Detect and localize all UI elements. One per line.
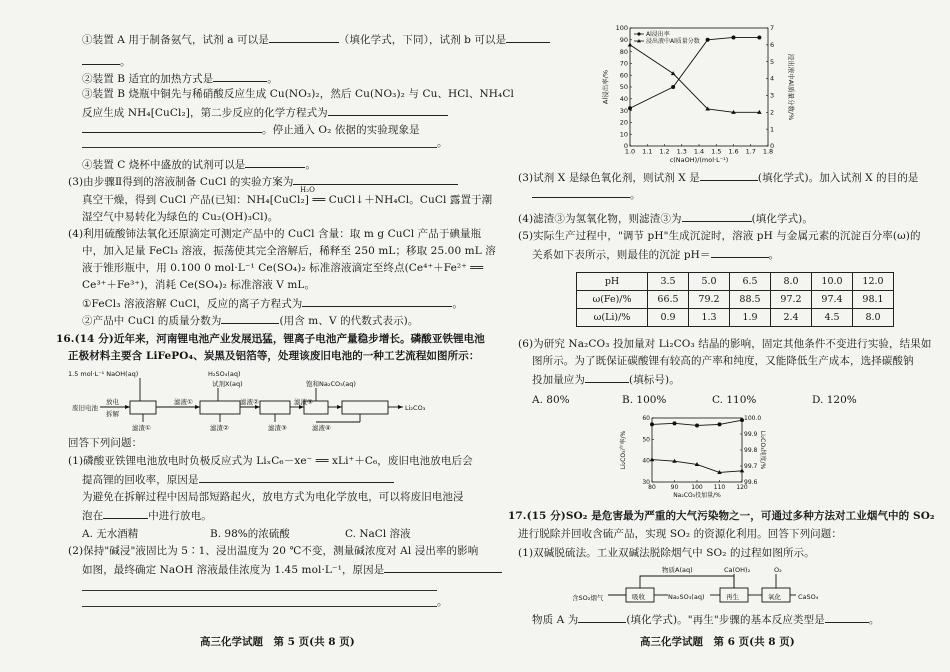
caoh2: Ca(OH)₂ [724,566,751,574]
filtrate-2: 滤液② [240,398,259,406]
text: 。 [305,159,317,171]
data-point [732,35,736,39]
text: 。 [630,189,641,201]
answer-blank[interactable] [82,54,120,65]
table-cell: 98.1 [853,291,894,309]
text: ①FeCl₃ 溶液溶解 CuCl，反应的离子方程式为 [82,298,303,310]
table-cell: 88.5 [730,291,771,309]
table-cell: 10.0 [812,273,853,291]
o2: O₂ [774,566,782,574]
x-tick-label: 1.2 [659,147,670,156]
reagent-x: 试剂X(aq) [212,380,243,388]
answer-blank[interactable] [825,612,869,623]
answer-line[interactable] [82,590,437,591]
y-tick-label: 20 [619,118,628,127]
answer-blank[interactable] [221,313,279,324]
y2-tick-label: 5 [770,57,775,66]
table-header-row [577,273,894,291]
answer-prompt: 回答下列问题： [68,437,143,449]
line-q16-5b [532,247,779,262]
line-q16-2: (2)保持"碱浸"液固比为 5∶1、浸出温度为 20 ℃不变，测量碱浓度对 Al 浸出率的影响 [68,545,479,557]
line-q16-3b [532,187,641,202]
line-q16-3 [518,170,919,185]
option-d[interactable]: D. 120% [812,394,857,406]
line-q15-2-1 [82,32,550,47]
data-point [718,422,722,426]
x-tick-label: 1.1 [642,147,653,156]
y2-tick-label: 99.6 [744,479,758,486]
text: ②装置 B 适宜的加热方式是 [82,73,214,85]
option-a[interactable]: A. 80% [532,394,570,406]
y2-tick-label: 3 [770,91,775,100]
y-tick-label: 40 [619,94,628,103]
answer-blank[interactable] [585,372,629,383]
data-point [757,35,761,39]
table-row [577,291,894,309]
y2-axis-label: Li₂CO₃纯度/% [759,430,767,470]
data-point [628,42,633,46]
data-point [706,38,710,42]
residue-1: 滤渣① [132,424,151,432]
line-q15-2-2 [82,71,278,86]
period: 。 [437,596,448,608]
line-q16-4 [518,211,813,226]
answer-line[interactable] [82,147,437,148]
y-tick-label: 50 [619,83,628,92]
text: (4)滤渣③为氢氧化物，则滤渣③为 [518,213,682,225]
y-tick-label: 0 [623,142,628,151]
y2-tick-label: 6 [770,41,775,50]
table-cell: 2.4 [771,309,812,327]
reagent-na2co3: 饱和Na₂CO₃(aq) [306,380,356,388]
answer-blank[interactable] [700,170,758,181]
answer-blank[interactable] [82,122,262,133]
page-footer-left: 高三化学试题 第 5 页(共 8 页) [200,636,355,648]
h2o-label: H₂O [300,186,315,194]
caso4: CaSO₄ [798,593,819,601]
line-q15-2-3: ③装置 B 烧瓶中铜先与稀硝酸反应生成 Cu(NO₃)₂，然后 Cu(NO₃)₂ 与 Cu、HCl、NH₄Cl [82,88,514,100]
text: 。 [267,73,278,85]
table-cell: 97.2 [771,291,812,309]
table-cell: 66.5 [648,291,689,309]
text: 。 [868,614,880,626]
text: 。 [120,56,131,68]
li2co3-yield-chart [618,412,788,504]
answer-blank[interactable] [328,105,448,116]
y2-tick-label: 2 [770,108,775,117]
answer-blank[interactable] [506,32,550,43]
table-cell: 8.0 [853,309,894,327]
table-cell: 1.9 [730,309,771,327]
series-line [630,45,759,112]
text: （填化学式，下同），试剂 b 可以是 [338,34,507,46]
y2-tick-label: 99.7 [744,463,758,470]
data-point [650,422,654,426]
line-q16-6c [532,372,680,387]
text: 。 [768,249,780,261]
flue-gas: 含SO₂烟气 [572,594,604,602]
residue-3: 滤渣③ [268,424,287,432]
text: (用含 m、V 的代数式表示)。 [279,315,419,327]
answer-blank[interactable] [711,247,769,258]
answer-blank[interactable] [532,187,630,198]
x-tick-label: 80 [648,484,656,491]
substance-a: 物质A(aq) [662,566,693,574]
answer-blank[interactable] [213,71,267,82]
line-q16-2b [82,562,502,577]
line-q15-4-2 [82,313,418,328]
residue-2: 滤渣② [210,424,229,432]
line-q16-1: (1)磷酸亚铁锂电池放电时负极反应式为 LiₓC₆－xe⁻ ══ xLi⁺＋C₆，废旧电池放电后会 [68,455,473,467]
reagent-naoh: 1.5 mol·L⁻¹ NaOH(aq) [68,370,139,378]
line-q15-4c: 液于锥形瓶中，用 0.100 0 mol·L⁻¹ Ce(SO₄)₂ 标准溶液滴定至终点(Ce⁴⁺＋Fe²⁺ ══ [82,262,484,274]
x-tick-label: 1.7 [745,147,756,156]
text: 泡在 [82,510,104,522]
x-tick-label: 90 [670,484,679,491]
y-tick-label: 100 [615,24,628,33]
table-cell: 6.5 [730,273,771,291]
line-q16-1b [82,472,394,487]
y2-tick-label: 1 [770,125,775,134]
line-q15-2-3c [82,122,420,137]
x-tick-label: 1.3 [676,147,687,156]
y-tick-label: 40 [642,457,650,465]
y-tick-label: 90 [619,35,628,44]
option-b[interactable]: B. 98%的浓硫酸 [210,528,290,540]
pre-step-2: 拆解 [106,410,119,418]
filtrate-3: 滤液③ [294,398,313,406]
box-oxid-label: 氧化 [768,593,781,601]
text: (填化学式)。"再生"步骤的基本反应类型是 [626,614,825,626]
x-tick-label: 1.8 [762,147,774,156]
text: 物质 A 为 [532,614,579,626]
text: 。停止通入 O₂ 依据的实验现象是 [262,124,420,136]
table-row [577,309,894,327]
table-cell: pH [577,273,648,291]
table-cell: ω(Li)/% [577,309,648,327]
x-tick-label: 100 [691,484,703,491]
data-point [671,71,676,75]
data-point [740,418,744,422]
y-tick-label: 60 [619,71,628,80]
text: 。 [452,298,464,310]
y2-tick-label: 99.9 [744,431,758,438]
x-tick-label: 120 [736,484,748,491]
box-acid-leach [200,401,240,414]
text: (填标号)。 [629,374,680,386]
y2-tick-label: 4 [770,74,775,83]
box-regen-label: 再生 [726,593,739,601]
line-q15-4-1 [82,296,463,311]
line-q15-4: (4)利用硫酸铈法氧化还原滴定可测定产品中的 CuCl 含量：取 m g CuCl 产品于碘量瓶 [68,228,482,240]
line-q16-1c: 为避免在拆解过程中因局部短路起火，放电方式为电化学放电，可以将废旧电池浸 [82,491,464,503]
reagent-h2so4: H₂SO₄(aq) [208,370,241,378]
answer-blank[interactable] [302,296,452,307]
plot-frame [630,28,768,146]
answer-blank[interactable] [245,157,305,168]
pre-step-1: 放电 [106,398,119,406]
answer-blank[interactable] [384,562,502,573]
ph-precipitation-table [576,272,894,327]
x-tick-label: 110 [713,484,726,491]
table-cell: 5.0 [689,273,730,291]
line-q15-4b: 中，加入足量 FeCl₃ 溶液，振荡使其完全溶解后，稀释至 250 mL；移取 25.00 mL 溶 [82,245,496,257]
y-tick-label: 30 [619,106,628,115]
page-footer-right: 高三化学试题 第 6 页(共 8 页) [640,636,795,648]
text: ①装置 A 用于制备氨气，试剂 a 可以是 [82,34,269,46]
x-axis-label: Na₂CO₃投加量/% [673,492,721,499]
text: 如图，最终确定 NaOH 溶液最佳浓度为 1.45 mol·L⁻¹，原因是 [82,564,385,576]
y2-tick-label: 0 [770,142,775,151]
table-cell: 4.5 [812,309,853,327]
x-tick-label: 1.5 [711,147,722,156]
text: 关系如下表所示，则最佳的沉淀 pH＝ [532,249,711,261]
text: (3)由步骤Ⅱ得到的溶液制备 CuCl 的实验方案为 [68,176,294,188]
desulfurization-flow [570,562,870,608]
line-q15-3b: 真空干燥，得到 CuCl 产品(已知：NH₄[CuCl₂] ══ CuCl↓＋NH₄Cl。CuCl 露置于潮 [82,194,493,206]
answer-blank[interactable] [682,211,752,222]
question-16-header-2: 正极材料主要含 LiFePO₄、炭黑及铝箔等，处理该废旧电池的一种工艺流程如图所示： [68,350,480,362]
table-cell: ω(Fe)/% [577,291,648,309]
text: ④装置 C 烧杯中盛放的试剂可以是 [82,159,246,171]
table-cell: 3.5 [648,273,689,291]
option-c[interactable]: C. NaCl 溶液 [345,528,411,540]
box-filter-wash [342,401,388,414]
y-axis-label: Al浸出率/% [601,69,610,105]
y2-axis-label: 浸出液中Al质量分数/% [786,53,795,121]
y-tick-label: 60 [642,415,650,422]
line-cont [82,54,131,69]
option-b[interactable]: B. 100% [622,394,667,406]
option-a[interactable]: A. 无水酒精 [82,528,139,540]
y-tick-label: 50 [642,436,650,444]
data-point [628,106,632,110]
y2-tick-label: 100.0 [744,415,762,422]
na2so3: Na₂SO₃(aq) [668,593,705,601]
filtrate-1: 滤液① [174,398,193,406]
legend-marker [637,32,640,35]
line-q15-3 [68,174,458,189]
y-axis-label: Li₂CO₃产率/% [620,430,627,470]
box-adjust-ph [260,401,290,414]
y2-tick-label: 99.8 [744,447,758,454]
period: 。 [437,137,448,149]
process-flow-diagram [60,366,450,434]
question-16-header: 16.(14 分)近年来，河南锂电池产业发展迅猛，锂离子电池产量稳步增长。磷酸亚铁锂电池 [56,333,485,345]
table-cell: 97.4 [812,291,853,309]
box-absorb-label: 吸收 [632,593,645,601]
y-tick-label: 10 [619,130,628,139]
answer-blank[interactable] [269,32,339,43]
line-q15-4d: Ce³⁺＋Fe³⁺)，消耗 Ce(SO₄)₂ 标准溶液 V mL。 [82,279,316,291]
data-point [650,457,655,461]
table-cell: 8.0 [771,273,812,291]
line-q15-2-3b [82,105,448,120]
start-label: 废旧电池 [72,404,98,412]
answer-line[interactable] [82,606,437,607]
answer-blank[interactable] [199,472,394,483]
line-q15-2-4 [82,157,316,172]
line-q16-6: (6)为研究 Na₂CO₃ 投加量对 Li₂CO₃ 结晶的影响，固定其他条件不变进行实验，结果如 [518,338,932,350]
text: (填化学式)。 [751,213,813,225]
series-line [630,37,759,108]
y-tick-label: 70 [619,59,628,68]
line-q16-5: (5)实际生产过程中，"调节 pH"生成沉淀时，溶液 pH 与金属元素的沉淀百分率(ω)的 [518,230,921,242]
legend-label: 浸出液中Al质量分数 [646,38,700,45]
y-tick-label: 30 [642,479,650,486]
x-axis-label: c(NaOH)/(mol·L⁻¹) [669,156,729,164]
line-q17-1b [532,612,879,627]
text: 中进行放电。 [148,510,212,522]
data-point [673,421,677,425]
answer-blank[interactable] [578,612,626,623]
data-point [695,423,699,427]
text: (3)试剂 X 是绿色氧化剂，则试剂 X 是 [518,172,700,184]
text: 投加量应为 [532,374,585,386]
text: (填化学式)。加入试剂 X 的目的是 [757,172,919,184]
table-cell: 1.3 [689,309,730,327]
x-tick-label: 1.4 [693,147,705,156]
text: 提高锂的回收率，原因是 [82,474,199,486]
x-tick-label: 1.6 [728,147,739,156]
y-tick-label: 80 [619,47,628,56]
legend-label: Al浸出率 [646,31,670,38]
product-li2co3: Li₂CO₃ [405,404,426,412]
data-point [671,85,675,89]
option-c[interactable]: C. 110% [712,394,757,406]
y2-tick-label: 7 [770,24,775,33]
table-cell: 0.9 [648,309,689,327]
box-alkali-leach [130,401,156,414]
text: ②产品中 CuCl 的质量分数为 [82,315,222,327]
answer-blank[interactable] [293,174,458,185]
question-17-header: 17.(15 分)SO₂ 是危害最为严重的大气污染物之一，可通过多种方法对工业烟气中的 SO₂ [508,510,935,522]
line-q17-b: 进行脱除并回收含硫产品，实现 SO₂ 的资源化利用。回答下列问题： [518,528,842,540]
x-tick-label: 1.0 [624,147,636,156]
line-q15-3c: 湿空气中易转化为绿色的 Cu₂(OH)₃Cl)。 [82,211,279,223]
filtrate-4: 滤液④ [312,424,331,432]
line-q16-1d [82,508,212,523]
table-cell: 79.2 [689,291,730,309]
text: 反应生成 NH₄[CuCl₂]，第二步反应的化学方程式为 [82,107,328,119]
answer-blank[interactable] [103,508,148,519]
plot-frame [652,418,742,482]
al-leach-chart [600,22,800,166]
line-q17-1: (1)双碱脱硫法。工业双碱法脱除烟气中 SO₂ 的过程如图所示。 [518,547,815,559]
table-cell: 12.0 [853,273,894,291]
line-q16-6b: 图所示。为了既保证碳酸锂有较高的产率和纯度，又能降低生产成本，选择碳酸钠 [532,355,914,367]
